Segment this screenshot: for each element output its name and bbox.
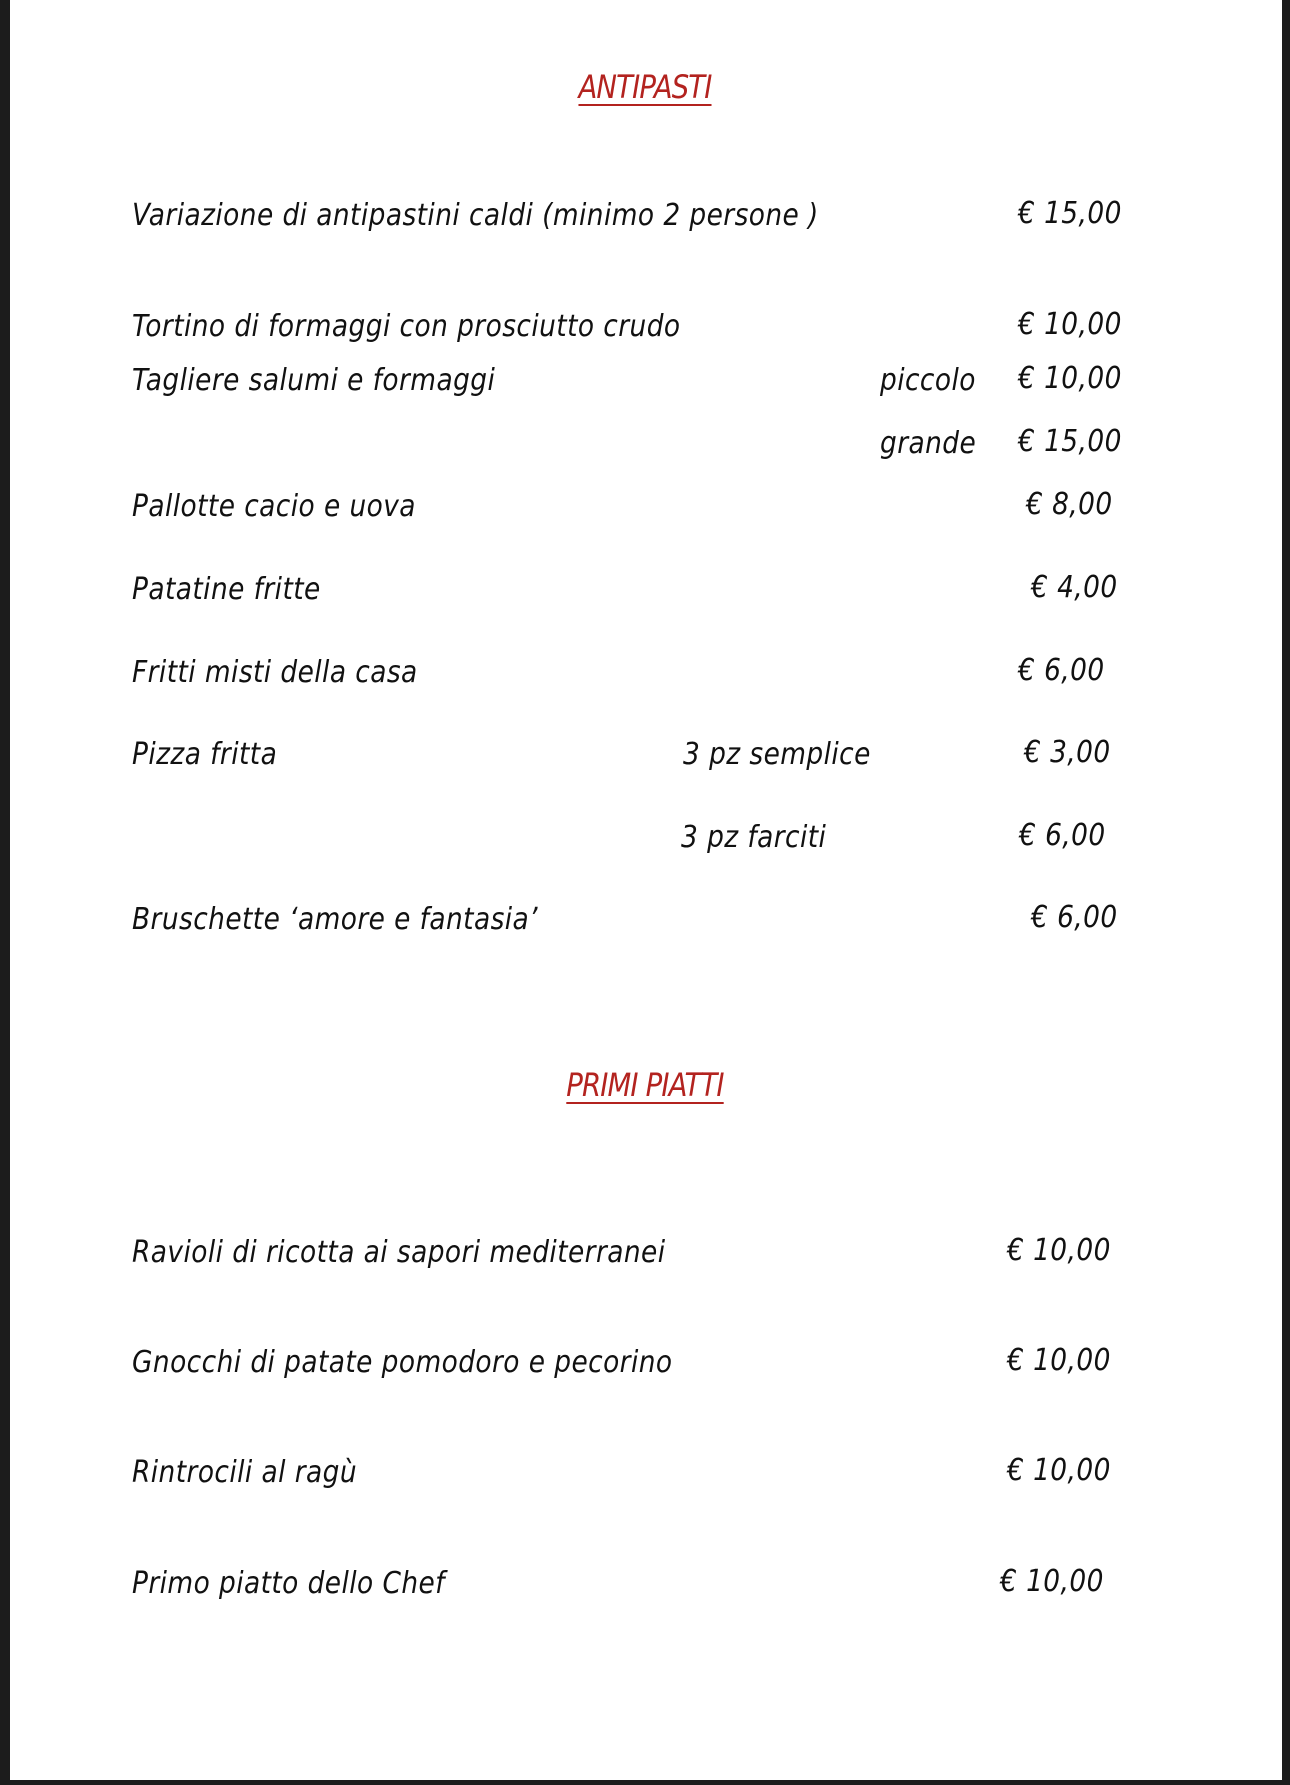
menu-item-name: Rintrocili al ragù — [132, 1455, 358, 1490]
menu-item-variant: 3 pz semplice — [683, 737, 871, 772]
menu-item-name: Pizza fritta — [132, 737, 278, 772]
menu-item-name: Tagliere salumi e formaggi — [132, 363, 496, 398]
menu-item-variant: piccolo — [880, 363, 976, 398]
menu-item-name: Fritti misti della casa — [132, 655, 418, 690]
menu-item-name: Tortino di formaggi con prosciutto crudo — [132, 309, 681, 344]
menu-item-price: € 10,00 — [1007, 1343, 1111, 1378]
menu-page — [10, 0, 1282, 1780]
section-heading-primi-piatti: PRIMI PIATTI — [566, 1066, 724, 1104]
menu-item-price: € 6,00 — [1031, 900, 1118, 935]
menu-item-price: € 3,00 — [1024, 735, 1111, 770]
menu-item-price: € 10,00 — [1018, 307, 1122, 342]
menu-item-price: € 10,00 — [1000, 1564, 1104, 1599]
menu-item-price: € 6,00 — [1018, 653, 1105, 688]
menu-item-price: € 10,00 — [1007, 1233, 1111, 1268]
menu-item-name: Pallotte cacio e uova — [132, 489, 416, 524]
menu-item-name: Gnocchi di patate pomodoro e pecorino — [132, 1345, 673, 1380]
menu-item-price: € 8,00 — [1026, 487, 1113, 522]
menu-item-price: € 10,00 — [1018, 361, 1122, 396]
menu-item-variant: 3 pz farciti — [681, 820, 827, 855]
menu-item-name: Ravioli di ricotta ai sapori mediterranei — [132, 1235, 666, 1270]
menu-item-name: Primo piatto dello Chef — [132, 1566, 445, 1601]
menu-item-name: Bruschette ‘amore e fantasia’ — [132, 902, 538, 937]
menu-item-price: € 6,00 — [1019, 818, 1106, 853]
menu-item-price: € 15,00 — [1018, 196, 1122, 231]
menu-item-price: € 4,00 — [1031, 570, 1118, 605]
section-heading-antipasti: ANTIPASTI — [578, 68, 712, 106]
menu-item-variant: grande — [880, 426, 977, 461]
menu-item-price: € 10,00 — [1007, 1453, 1111, 1488]
menu-item-price: € 15,00 — [1018, 424, 1122, 459]
menu-item-name: Patatine fritte — [132, 572, 321, 607]
menu-item-name: Variazione di antipastini caldi (minimo 2 persone ) — [132, 198, 819, 233]
